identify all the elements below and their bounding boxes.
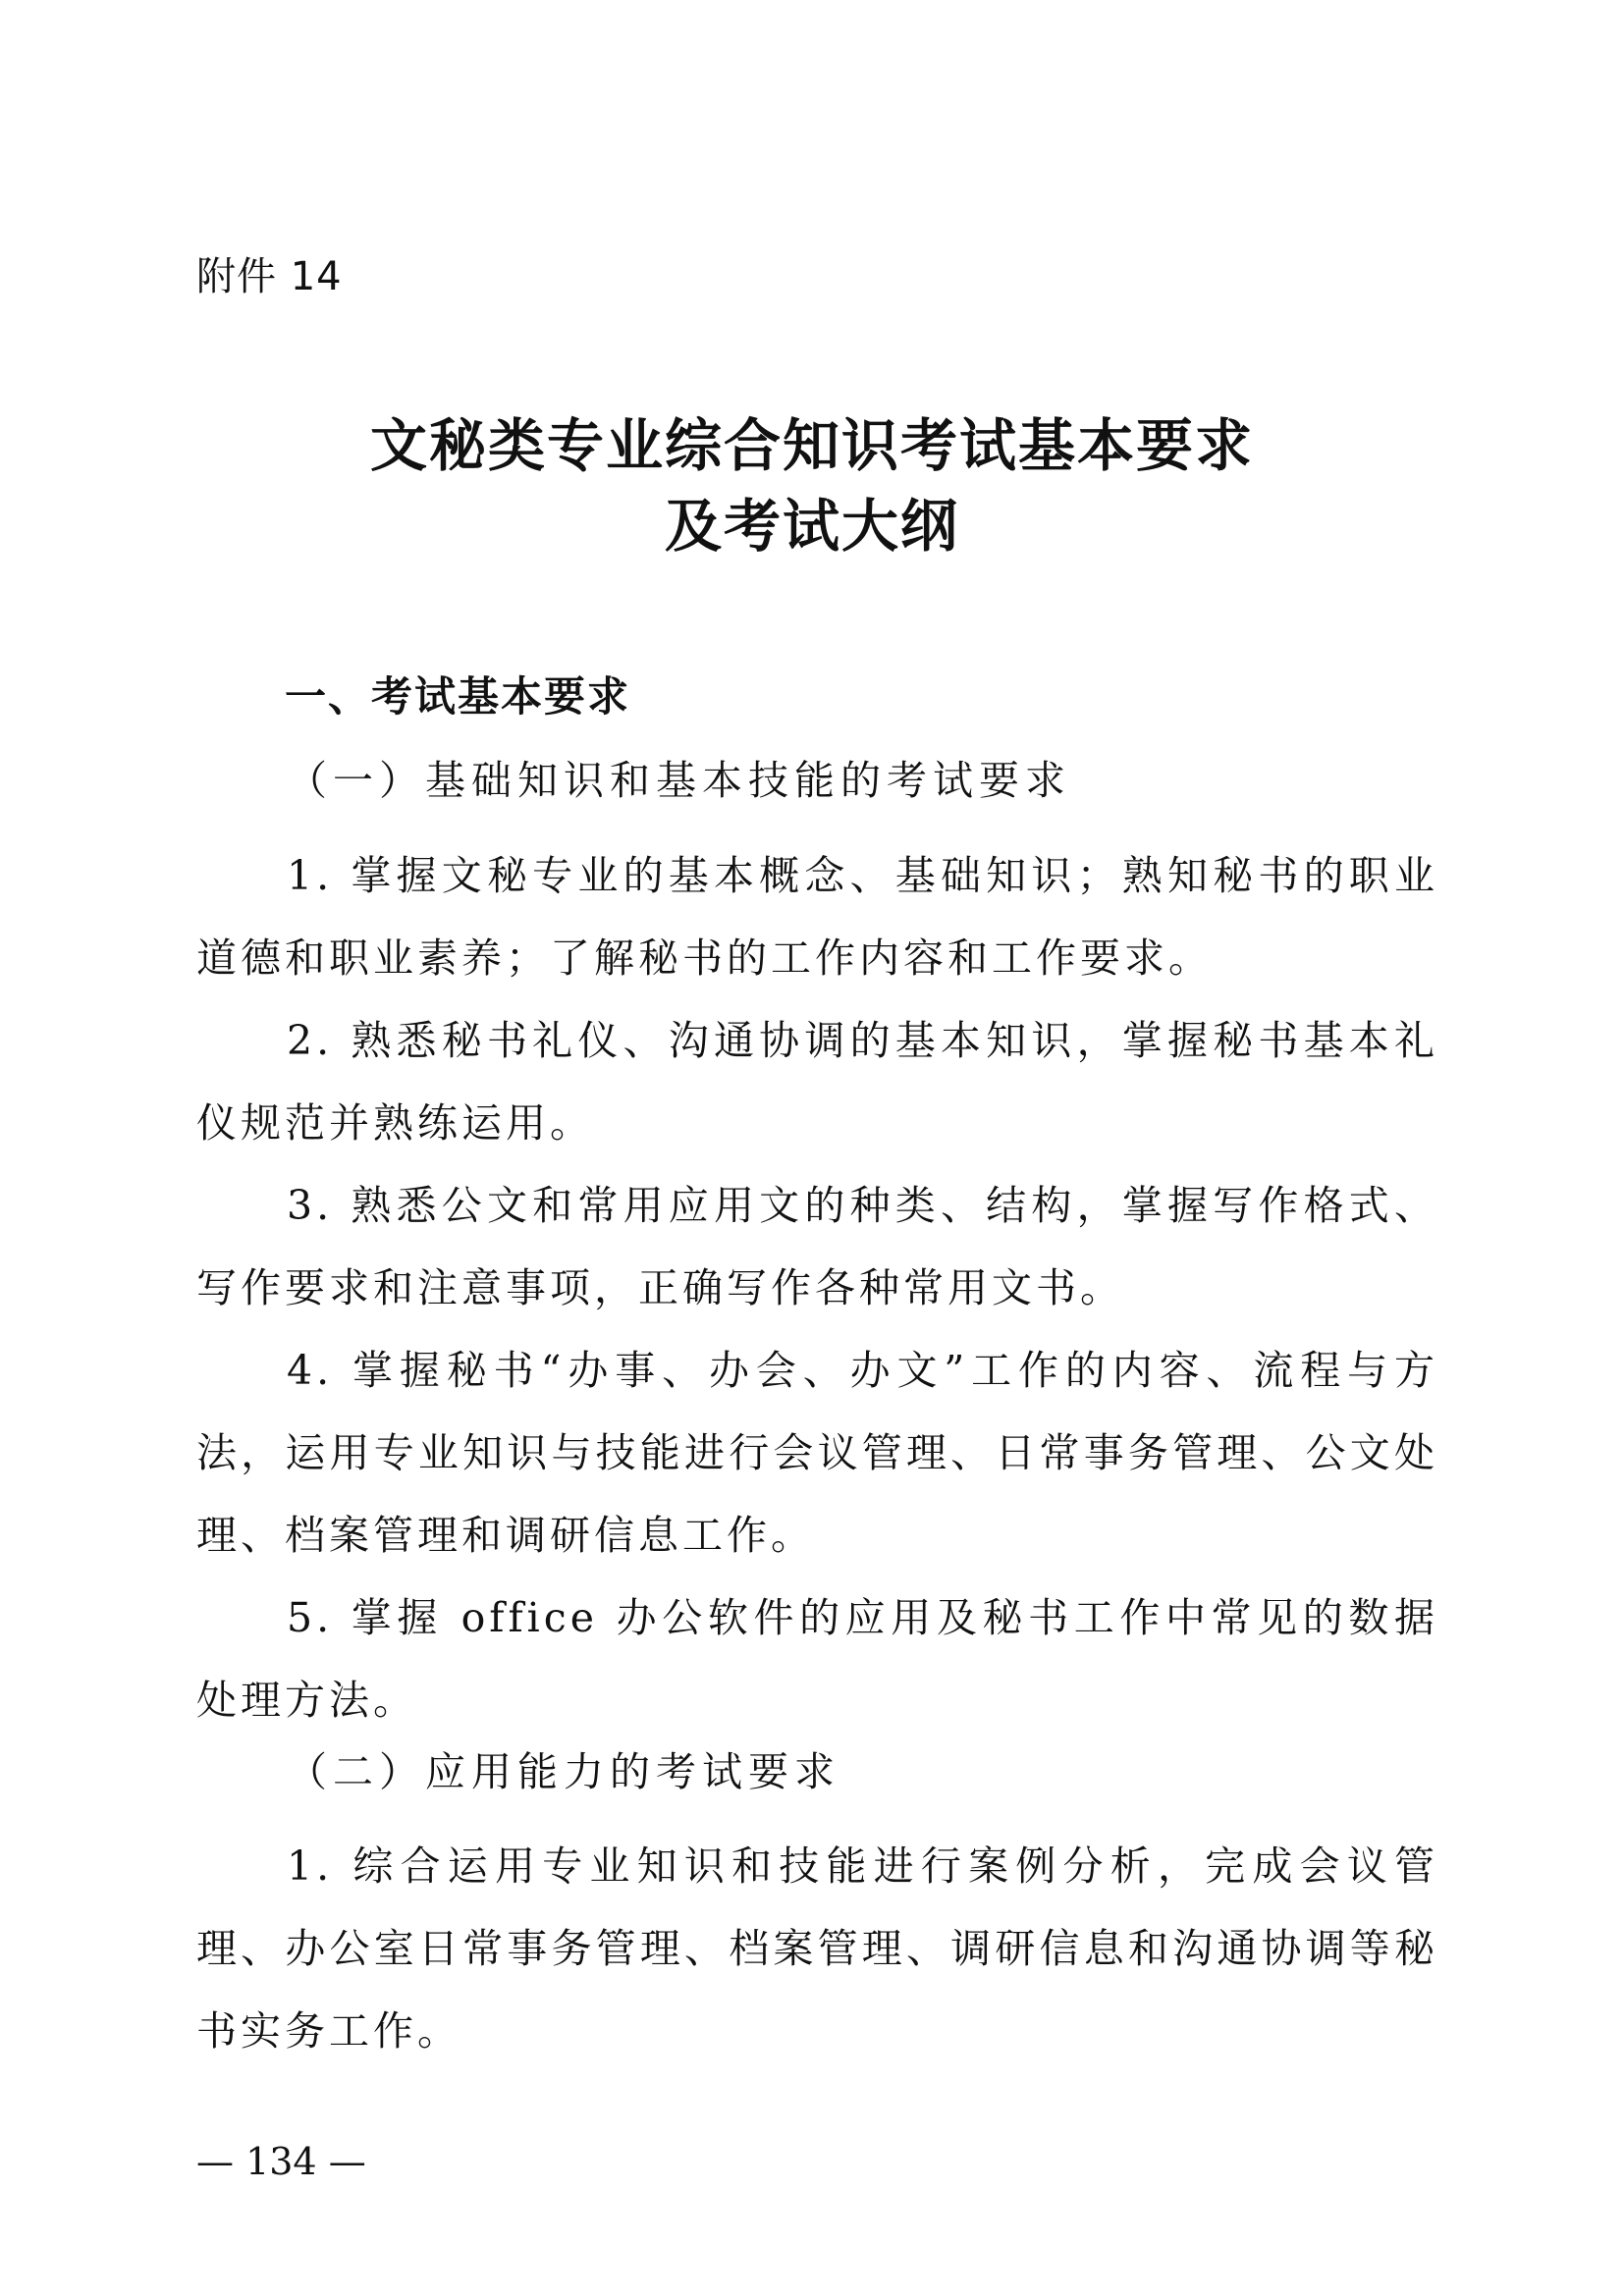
subsection-heading-basic-knowledge: （一）基础知识和基本技能的考试要求 — [287, 757, 1071, 804]
document-title-line-2: 及考试大纲 — [664, 493, 959, 560]
requirement-item-5: 5. 掌握 office 办公软件的应用及秘书工作中常见的数据处理方法。 — [196, 1594, 1438, 1724]
requirement-item-2: 2. 熟悉秘书礼仪、沟通协调的基本知识，掌握秘书基本礼仪规范并熟练运用。 — [196, 1017, 1438, 1147]
requirement-item-1: 1. 掌握文秘专业的基本概念、基础知识；熟知秘书的职业道德和职业素养；了解秘书的工作内容和工作要求。 — [196, 852, 1438, 982]
section-heading-exam-requirements: 一、考试基本要求 — [285, 672, 631, 721]
requirement-item-3: 3. 熟悉公文和常用应用文的种类、结构，掌握写作格式、写作要求和注意事项，正确写作各种常用文书。 — [196, 1182, 1438, 1311]
page-number: — 134 — — [196, 2140, 366, 2183]
applied-ability-item-1: 1. 综合运用专业知识和技能进行案例分析，完成会议管理、办公室日常事务管理、档案管理、调研信息和沟通协调等秘书实务工作。 — [196, 1842, 1438, 2055]
subsection-heading-applied-ability: （二）应用能力的考试要求 — [287, 1748, 840, 1795]
requirement-item-4: 4. 掌握秘书“办事、办会、办文”工作的内容、流程与方法，运用专业知识与技能进行会议管理、日常事务管理、公文处理、档案管理和调研信息工作。 — [196, 1347, 1438, 1559]
document-title-line-1: 文秘类专业综合知识考试基本要求 — [369, 412, 1254, 479]
attachment-label: 附件 14 — [196, 254, 343, 299]
